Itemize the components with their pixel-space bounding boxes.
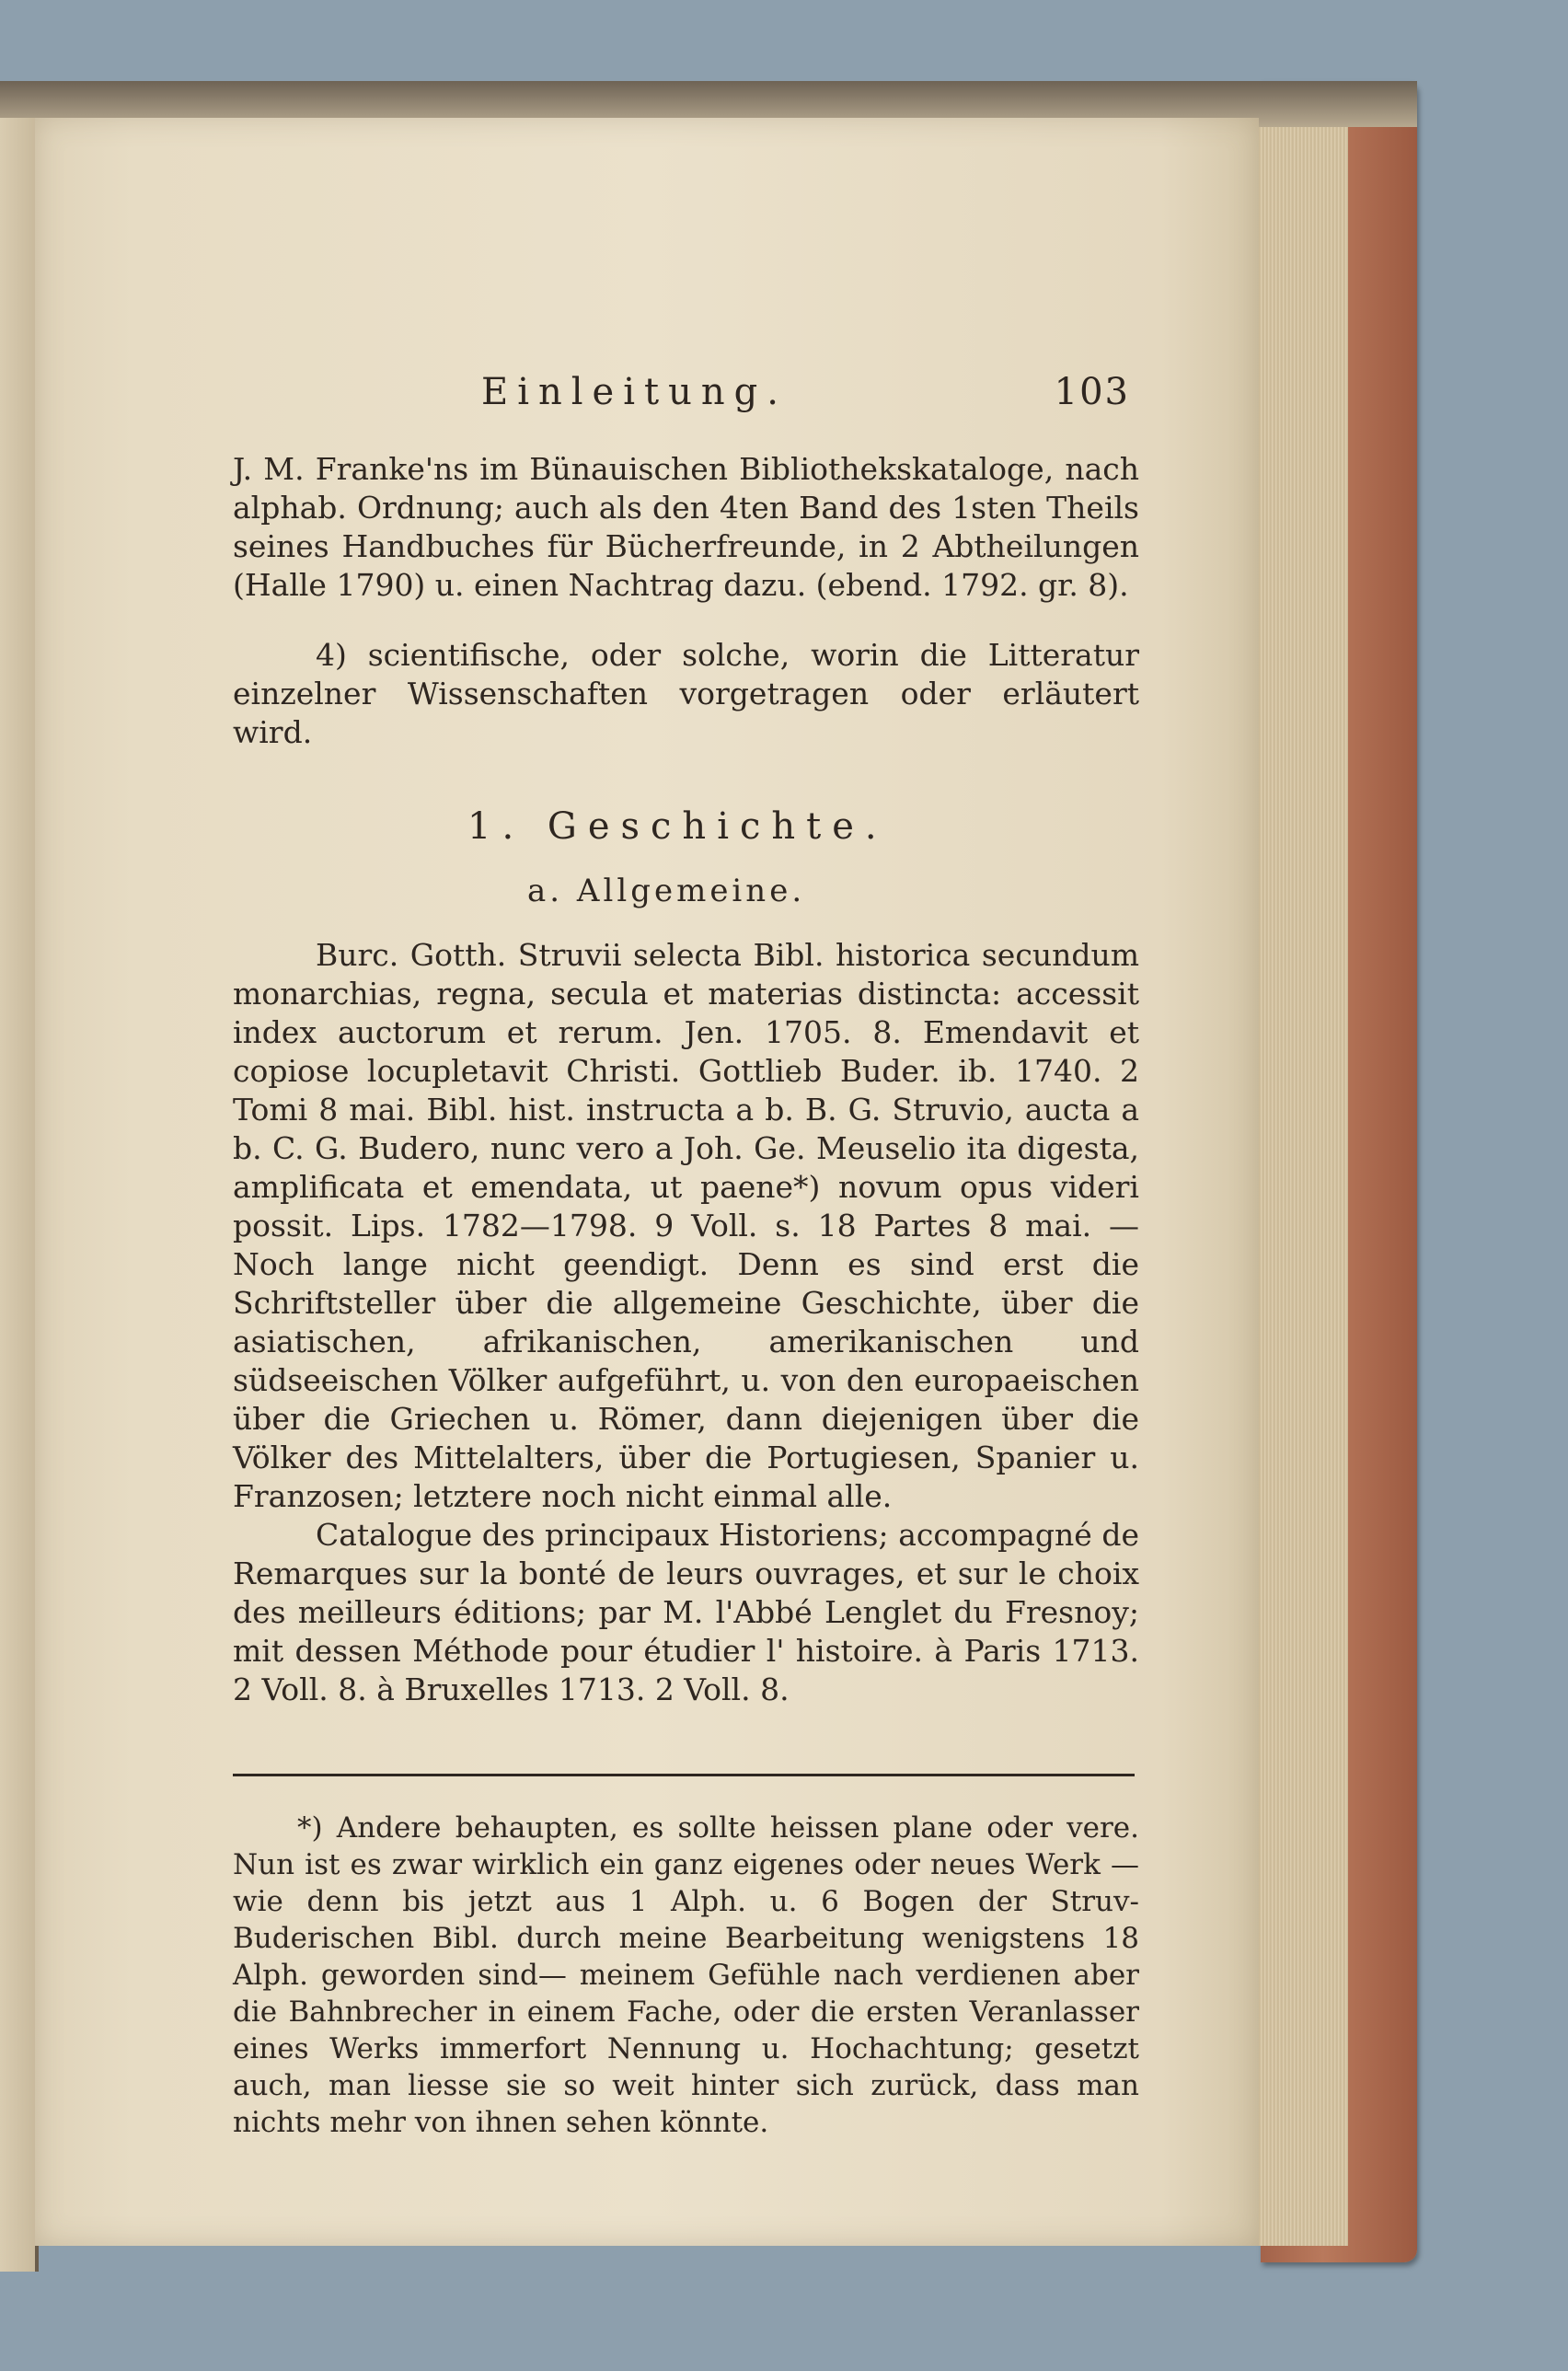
running-title: Einleitung.: [481, 371, 788, 413]
footnote: *) Andere behaupten, es sollte heissen plane oder vere. Nun ist es zwar wirklich ein ganz eigenes oder neues Werk —wie denn bis jetzt aus 1 Alph. u. 6 Bogen der Struv-Buderischen Bibl. durch meine Bearbeitung wenigstens 18 Alph. geworden sind— meinem Gefühle nach verdienen aber die Bahnbrecher in einem Fache, oder die ersten Veranlasser eines Werks immerfort Nennung u. Hochachtung; gesetzt auch, man liesse sie so weit hinter sich zurück, dass man nichts mehr von ihnen sehen könnte.: [233, 1811, 1139, 2139]
footnote-rule: [233, 1774, 1135, 1776]
page-content: [233, 371, 1139, 2141]
page-edges: [1247, 110, 1348, 2246]
spacer: [233, 605, 1139, 636]
main-text: [233, 450, 1139, 1709]
paragraph-catalogue: Catalogue des principaux Historiens; accompagné de Remarques sur la bonté de leurs ouvrages, et sur le choix des meilleurs éditions; par M. l'Abbé Lenglet du Fresnoy; mit dessen Méthode pour étudier l' histoire. à Paris 1713. 2 Voll. 8. à Bruxelles 1713. 2 Voll. 8.: [233, 1517, 1139, 1707]
book-page: [35, 118, 1259, 2246]
subsection-heading: a. Allgemeine.: [527, 873, 806, 909]
running-head: [233, 371, 1139, 413]
paragraph-franke: J. M. Franke'ns im Bünauischen Bibliothekskataloge, nach alphab. Ordnung; auch als den 4ten Band des 1sten Theils seines Handbuches für Bücherfreunde, in 2 Abtheilungen (Halle 1790) u. einen Nachtrag dazu. (ebend. 1792. gr. 8).: [233, 451, 1139, 603]
page-number: 103: [1054, 371, 1130, 413]
gutter-edge: [0, 118, 39, 2272]
section-heading: 1. Geschichte.: [467, 805, 888, 848]
paragraph-struvius: Burc. Gotth. Struvii selecta Bibl. historica secundum monarchias, regna, secula et materias distincta: accessit index auctorum et rerum. Jen. 1705. 8. Emendavit et copiose locupletavit Christi. Gottlieb Buder. ib. 1740. 2 Tomi 8 mai. Bibl. hist. instructa a b. B. G. Struvio, aucta a b. C. G. Budero, nunc vero a Joh. Ge. Meuselio ita digesta, amplificata et emendata, ut paene*) novum opus videri possit. Lips. 1782—1798. 9 Voll. s. 18 Partes 8 mai. — Noch lange nicht geendigt. Denn es sind erst die Schriftsteller über die allgemeine Geschichte, über die asiatischen, afrikanischen, amerikanischen und südseeischen Völker aufgeführt, u. von den europaeischen über die Griechen u. Römer, dann diejenigen über die Völker des Mittelalters, über die Portugiesen, Spanier u. Franzosen; letztere noch nicht einmal alle.: [233, 937, 1139, 1514]
paragraph-scientific: 4) scientifische, oder solche, worin die Litteratur einzelner Wissenschaften vorgetragen oder erläutert wird.: [233, 637, 1139, 750]
